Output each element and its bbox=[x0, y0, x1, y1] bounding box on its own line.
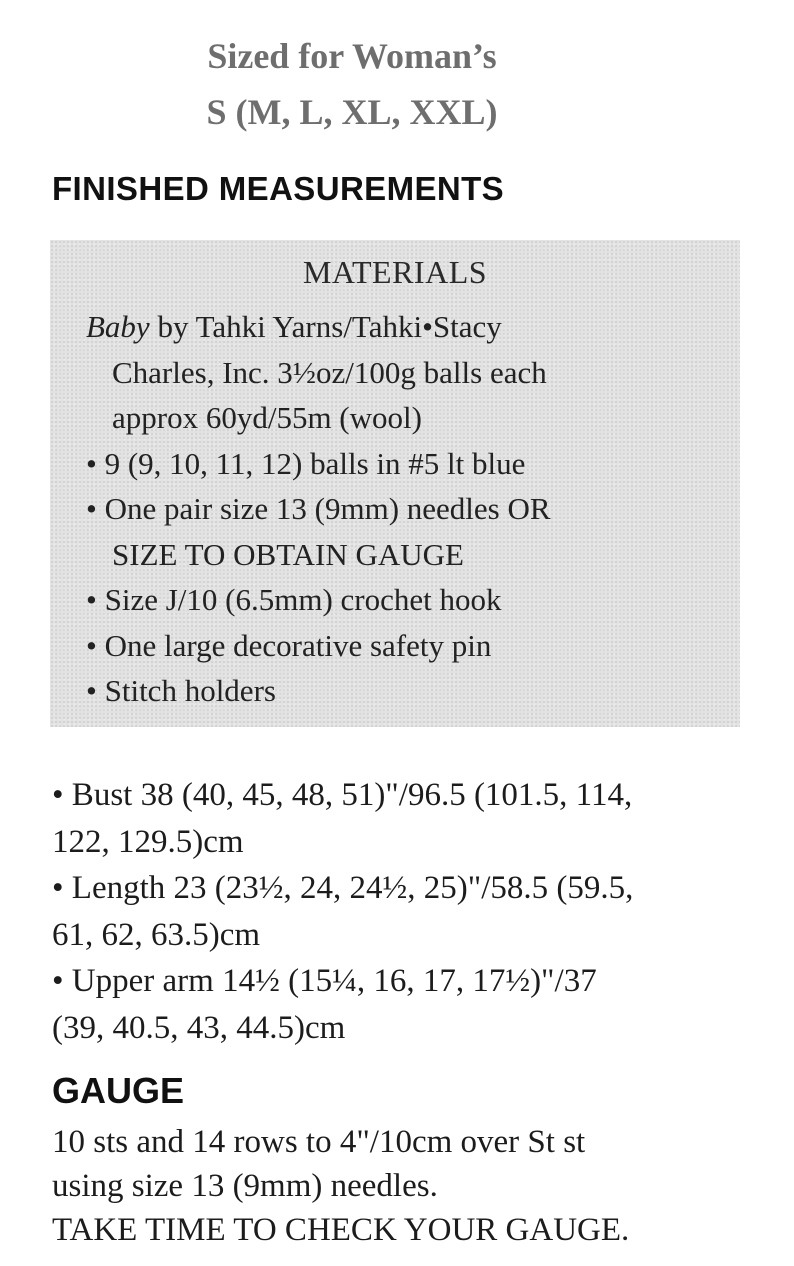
measurement-upper-arm-line-2: (39, 40.5, 43, 44.5)cm bbox=[52, 1009, 346, 1046]
materials-title: MATERIALS bbox=[302, 254, 488, 290]
gauge-line-3: TAKE TIME TO CHECK YOUR GAUGE. bbox=[52, 1212, 630, 1248]
sizing-header bbox=[0, 28, 704, 140]
gauge-line-1: 10 sts and 14 rows to 4"/10cm over St st bbox=[52, 1124, 586, 1160]
materials-item-gauge-note: SIZE TO OBTAIN GAUGE bbox=[112, 536, 464, 572]
gauge-heading: GAUGE bbox=[52, 1070, 185, 1111]
measurement-upper-arm-line-1: • Upper arm 14½ (15¼, 16, 17, 17½)"/37 bbox=[52, 963, 597, 999]
measurement-bust-line-2: 122, 129.5)cm bbox=[52, 823, 244, 860]
materials-item-safety-pin: • One large decorative safety pin bbox=[86, 627, 492, 663]
measurement-length-line-2: 61, 62, 63.5)cm bbox=[52, 916, 261, 953]
gauge-text bbox=[52, 1120, 742, 1252]
yarn-line-2: Charles, Inc. 3½oz/100g balls each bbox=[112, 354, 547, 390]
measurement-length-line-1: • Length 23 (23½, 24, 24½, 25)"/58.5 (59.5, bbox=[52, 870, 634, 906]
materials-list bbox=[86, 304, 551, 714]
finished-measurements-heading: FINISHED MEASUREMENTS bbox=[52, 170, 505, 207]
materials-item-balls: • 9 (9, 10, 11, 12) balls in #5 lt blue bbox=[86, 445, 526, 481]
sizing-line-1: Sized for Woman’s bbox=[207, 36, 497, 76]
yarn-line-1-rest: by Tahki Yarns/Tahki•Stacy bbox=[149, 309, 502, 344]
measurement-bust-line-1: • Bust 38 (40, 45, 48, 51)"/96.5 (101.5, 114, bbox=[52, 777, 633, 813]
sizing-line-2: S (M, L, XL, XXL) bbox=[206, 92, 498, 132]
yarn-line-3: approx 60yd/55m (wool) bbox=[112, 400, 422, 435]
materials-box bbox=[50, 240, 740, 727]
materials-item-stitch-holders: • Stitch holders bbox=[86, 673, 276, 708]
materials-item-crochet-hook: • Size J/10 (6.5mm) crochet hook bbox=[86, 582, 502, 617]
finished-measurements-list bbox=[52, 772, 742, 1051]
yarn-line-1 bbox=[86, 304, 551, 350]
yarn-name: Baby bbox=[86, 309, 150, 344]
materials-item-needles: • One pair size 13 (9mm) needles OR bbox=[86, 491, 551, 526]
gauge-line-2: using size 13 (9mm) needles. bbox=[52, 1168, 438, 1204]
